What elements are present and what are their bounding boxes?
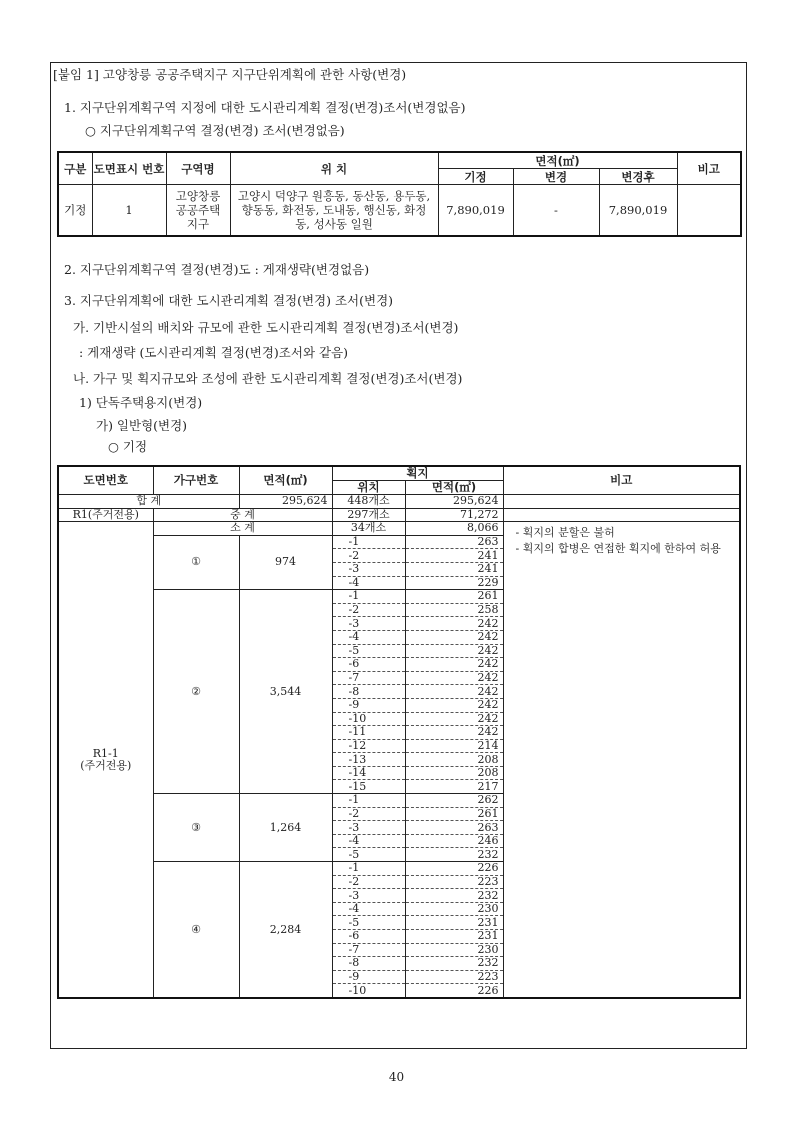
lot-area: 242 xyxy=(405,712,503,726)
r1-label: R1(주거전용) xyxy=(58,508,153,522)
lot-area: 223 xyxy=(405,970,503,984)
r1-subtotal-label: 중 계 xyxy=(153,508,332,522)
lot-position: -12 xyxy=(332,739,405,753)
lot-area: 231 xyxy=(405,930,503,944)
block-area: 2,284 xyxy=(239,862,332,998)
lot-area: 242 xyxy=(405,630,503,644)
col-lot-position: 위치 xyxy=(332,481,405,495)
block-area: 1,264 xyxy=(239,794,332,862)
col-note: 비고 xyxy=(503,466,740,495)
lot-area: 241 xyxy=(405,562,503,576)
lot-position: -4 xyxy=(332,902,405,916)
block-area: 3,544 xyxy=(239,590,332,794)
page-number: 40 xyxy=(388,1070,405,1084)
block-area: 974 xyxy=(239,535,332,589)
section-3-heading: 3. 지구단위계획에 대한 도시관리계획 결정(변경) 조서(변경) xyxy=(64,293,394,308)
lot-area: 242 xyxy=(405,658,503,672)
lot-area: 232 xyxy=(405,957,503,971)
map-no-use: (주거전용) xyxy=(80,758,132,772)
small-total-lot-area: 8,066 xyxy=(405,522,503,536)
cell-after: 7,890,019 xyxy=(599,185,677,237)
r1-note xyxy=(503,508,740,522)
section-1-heading: 1. 지구단위계획구역 지정에 대한 도시관리계획 결정(변경)조서(변경없음) xyxy=(64,100,466,115)
map-no: R1-1 xyxy=(92,746,119,760)
lot-area: 242 xyxy=(405,698,503,712)
section-3-na-heading: 나. 가구 및 획지규모와 조성에 관한 도시관리계획 결정(변경)조서(변경) xyxy=(73,371,463,386)
lot-position: -5 xyxy=(332,644,405,658)
lot-area: 226 xyxy=(405,862,503,876)
lot-position: -2 xyxy=(332,603,405,617)
lot-area: 246 xyxy=(405,834,503,848)
lot-position: -7 xyxy=(332,671,405,685)
remark-line: - 획지의 합병은 연접한 획지에 한하여 허용 xyxy=(515,542,721,556)
map-no-cell xyxy=(58,522,153,998)
col-gubun: 구분 xyxy=(58,152,92,185)
section-1-subheading: ○ 지구단위계획구역 결정(변경) 조서(변경없음) xyxy=(85,123,345,138)
lot-position: -5 xyxy=(332,916,405,930)
lot-position: -3 xyxy=(332,821,405,835)
lot-area: 230 xyxy=(405,902,503,916)
lot-area: 223 xyxy=(405,875,503,889)
col-after: 변경후 xyxy=(599,169,677,185)
section-3-ga-note: : 게재생략 (도시관리계획 결정(변경)조서와 같음) xyxy=(79,345,349,360)
lot-position: -11 xyxy=(332,726,405,740)
cell-change: - xyxy=(513,185,599,237)
col-area: 면적(㎡) xyxy=(438,152,677,169)
lot-area: 231 xyxy=(405,916,503,930)
subsection-general-type: 가) 일반형(변경) xyxy=(96,418,188,433)
lot-position: -15 xyxy=(332,780,405,794)
lot-position: -8 xyxy=(332,685,405,699)
lot-area: 242 xyxy=(405,617,503,631)
cell-gubun: 기정 xyxy=(58,185,92,237)
lot-position: -2 xyxy=(332,549,405,563)
col-change: 변경 xyxy=(513,169,599,185)
block-no: ② xyxy=(153,590,239,794)
col-lot: 획지 xyxy=(332,466,503,481)
lot-position: -6 xyxy=(332,658,405,672)
lot-area: 263 xyxy=(405,821,503,835)
lot-area: 242 xyxy=(405,726,503,740)
small-total-count: 34개소 xyxy=(332,522,405,536)
page-frame xyxy=(50,62,747,1049)
cell-note xyxy=(677,185,741,237)
remarks-cell xyxy=(503,522,740,998)
block-lot-table xyxy=(57,465,741,999)
section-3-ga-heading: 가. 기반시설의 배치와 규모에 관한 도시관리계획 결정(변경)조서(변경) xyxy=(73,320,459,335)
lot-position: -1 xyxy=(332,535,405,549)
attachment-header: [붙임 1] 고양창릉 공공주택지구 지구단위계획에 관한 사항(변경) xyxy=(53,67,407,82)
lot-position: -3 xyxy=(332,617,405,631)
lot-position: -9 xyxy=(332,698,405,712)
total-area: 295,624 xyxy=(239,495,332,509)
total-count: 448개소 xyxy=(332,495,405,509)
small-total-label: 소 계 xyxy=(153,522,332,536)
col-map-no: 도면번호 xyxy=(58,466,153,495)
lot-area: 229 xyxy=(405,576,503,590)
lot-position: -1 xyxy=(332,794,405,808)
col-location: 위 치 xyxy=(230,152,438,185)
lot-position: -4 xyxy=(332,630,405,644)
section-2-heading: 2. 지구단위계획구역 결정(변경)도 : 게재생략(변경없음) xyxy=(64,262,370,277)
lot-area: 230 xyxy=(405,943,503,957)
lot-area: 261 xyxy=(405,590,503,604)
lot-area: 226 xyxy=(405,984,503,998)
total-label: 합 계 xyxy=(58,495,239,509)
lot-position: -10 xyxy=(332,712,405,726)
lot-position: -3 xyxy=(332,562,405,576)
lot-area: 261 xyxy=(405,807,503,821)
col-area: 면적(㎡) xyxy=(239,466,332,495)
lot-position: -1 xyxy=(332,590,405,604)
lot-position: -5 xyxy=(332,848,405,862)
lot-position: -9 xyxy=(332,970,405,984)
lot-position: -6 xyxy=(332,930,405,944)
lot-position: -2 xyxy=(332,807,405,821)
total-lot-area: 295,624 xyxy=(405,495,503,509)
subsection-single-housing: 1) 단독주택용지(변경) xyxy=(79,395,203,410)
lot-area: 217 xyxy=(405,780,503,794)
col-existing: 기정 xyxy=(438,169,513,185)
lot-area: 242 xyxy=(405,685,503,699)
lot-area: 262 xyxy=(405,794,503,808)
lot-area: 263 xyxy=(405,535,503,549)
block-no: ① xyxy=(153,535,239,589)
col-zone: 구역명 xyxy=(166,152,230,185)
zone-designation-table xyxy=(57,151,742,237)
lot-position: -1 xyxy=(332,862,405,876)
lot-position: -3 xyxy=(332,889,405,903)
lot-area: 214 xyxy=(405,739,503,753)
lot-position: -7 xyxy=(332,943,405,957)
cell-location: 고양시 덕양구 원흥동, 동산동, 용두동, 향동동, 화전동, 도내동, 행신동, 화정동, 성사동 일원 xyxy=(230,185,438,237)
block-no: ④ xyxy=(153,862,239,998)
cell-map-no: 1 xyxy=(92,185,166,237)
lot-area: 208 xyxy=(405,766,503,780)
col-block-no: 가구번호 xyxy=(153,466,239,495)
cell-existing: 7,890,019 xyxy=(438,185,513,237)
r1-count: 297개소 xyxy=(332,508,405,522)
lot-position: -13 xyxy=(332,753,405,767)
lot-position: -14 xyxy=(332,766,405,780)
existing-marker: ○ 기정 xyxy=(108,439,148,454)
lot-area: 232 xyxy=(405,889,503,903)
cell-zone: 고양창릉 공공주택 지구 xyxy=(166,185,230,237)
lot-area: 208 xyxy=(405,753,503,767)
total-note xyxy=(503,495,740,509)
lot-area: 232 xyxy=(405,848,503,862)
col-lot-area: 면적(㎡) xyxy=(405,481,503,495)
lot-position: -10 xyxy=(332,984,405,998)
lot-area: 258 xyxy=(405,603,503,617)
col-map-no: 도면표시 번호 xyxy=(92,152,166,185)
remark-line: - 획지의 분할은 불허 xyxy=(515,526,615,540)
col-note: 비고 xyxy=(677,152,741,185)
lot-area: 242 xyxy=(405,644,503,658)
lot-position: -4 xyxy=(332,576,405,590)
lot-area: 242 xyxy=(405,671,503,685)
lot-position: -8 xyxy=(332,957,405,971)
lot-position: -2 xyxy=(332,875,405,889)
block-no: ③ xyxy=(153,794,239,862)
lot-position: -4 xyxy=(332,834,405,848)
r1-lot-area: 71,272 xyxy=(405,508,503,522)
lot-area: 241 xyxy=(405,549,503,563)
